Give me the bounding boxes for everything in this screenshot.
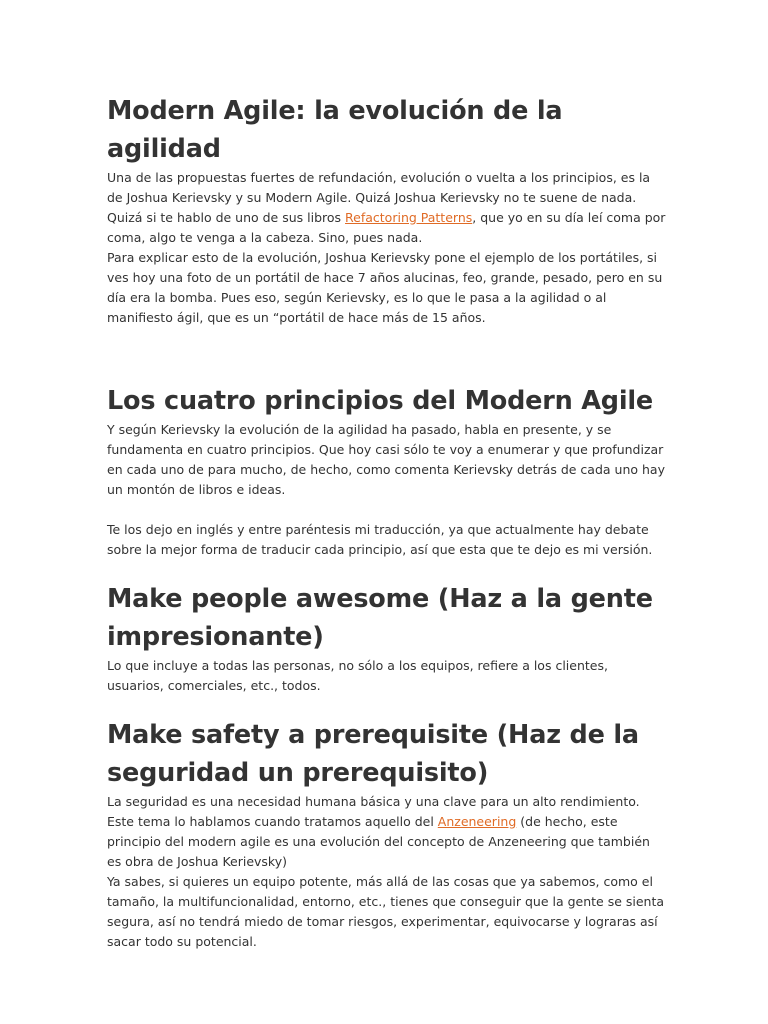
paragraph-intro: [107, 168, 667, 248]
paragraph-principles-intro: Y según Kerievsky la evolución de la agilidad ha pasado, habla en presente, y se fundamenta en cuatro principios. Que hoy casi sólo te voy a enumerar y que profundizar en cada uno de para mucho, de hecho, como comenta Kerievsky detrás de cada uno hay un montón de libros e ideas.: [107, 422, 665, 497]
heading-make-people-awesome: Make people awesome (Haz a la gente impresionante): [107, 584, 653, 652]
heading-modern-agile: Modern Agile: la evolución de la agilidad: [107, 96, 563, 164]
paragraph-safety-text-b: (de hecho, este principio del modern agile es una evolución del concepto de Anzeneering que también es obra de Joshua Kerievsky): [107, 814, 650, 869]
paragraph-translation-note: Te los dejo en inglés y entre paréntesis mi traducción, ya que actualmente hay debate sobre la mejor forma de traducir cada principio, así que esta que te dejo es mi versión.: [107, 522, 653, 557]
paragraph-intro-text-a: Una de las propuestas fuertes de refundación, evolución o vuelta a los principios, es la de Joshua Kerievsky y su Modern Agile. Quizá Joshua Kerievsky no te suene de nada. Quizá si te hablo de uno de sus libros: [107, 170, 651, 225]
heading-four-principles: Los cuatro principios del Modern Agile: [107, 386, 653, 416]
link-anzeneering[interactable]: Anzeneering: [437, 814, 517, 829]
document-page: [107, 92, 667, 952]
paragraph-safety: [107, 792, 667, 872]
paragraph-laptops: Para explicar esto de la evolución, Joshua Kerievsky pone el ejemplo de los portátiles, si ves hoy una foto de un portátil de hace 7 años alucinas, feo, grande, pesado, pero en su día era la bomba. Pues eso, según Kerievsky, es lo que le pasa a la agilidad o al manifiesto ágil, que es un “portátil de hace más de 15 años.: [107, 250, 663, 325]
paragraph-safety-text-a: La seguridad es una necesidad humana básica y una clave para un alto rendimiento. Este tema lo hablamos cuando tratamos aquello del: [107, 794, 640, 829]
heading-make-safety-prerequisite: Make safety a prerequisite (Haz de la seguridad un prerequisito): [107, 720, 639, 788]
link-refactoring-patterns[interactable]: Refactoring Patterns: [345, 210, 473, 225]
paragraph-safe-team: Ya sabes, si quieres un equipo potente, más allá de las cosas que ya sabemos, como el tamaño, la multifuncionalidad, entorno, etc., tienes que conseguir que la gente se sienta segura, así no tendrá miedo de tomar riesgos, experimentar, equivocarse y lograras así sacar todo su potencial.: [107, 874, 665, 949]
paragraph-people-awesome: Lo que incluye a todas las personas, no sólo a los equipos, refiere a los clientes, usuarios, comerciales, etc., todos.: [107, 658, 608, 693]
paragraph-intro-text-b: , que yo en su día leí coma por coma, algo te venga a la cabeza. Sino, pues nada.: [107, 210, 666, 245]
